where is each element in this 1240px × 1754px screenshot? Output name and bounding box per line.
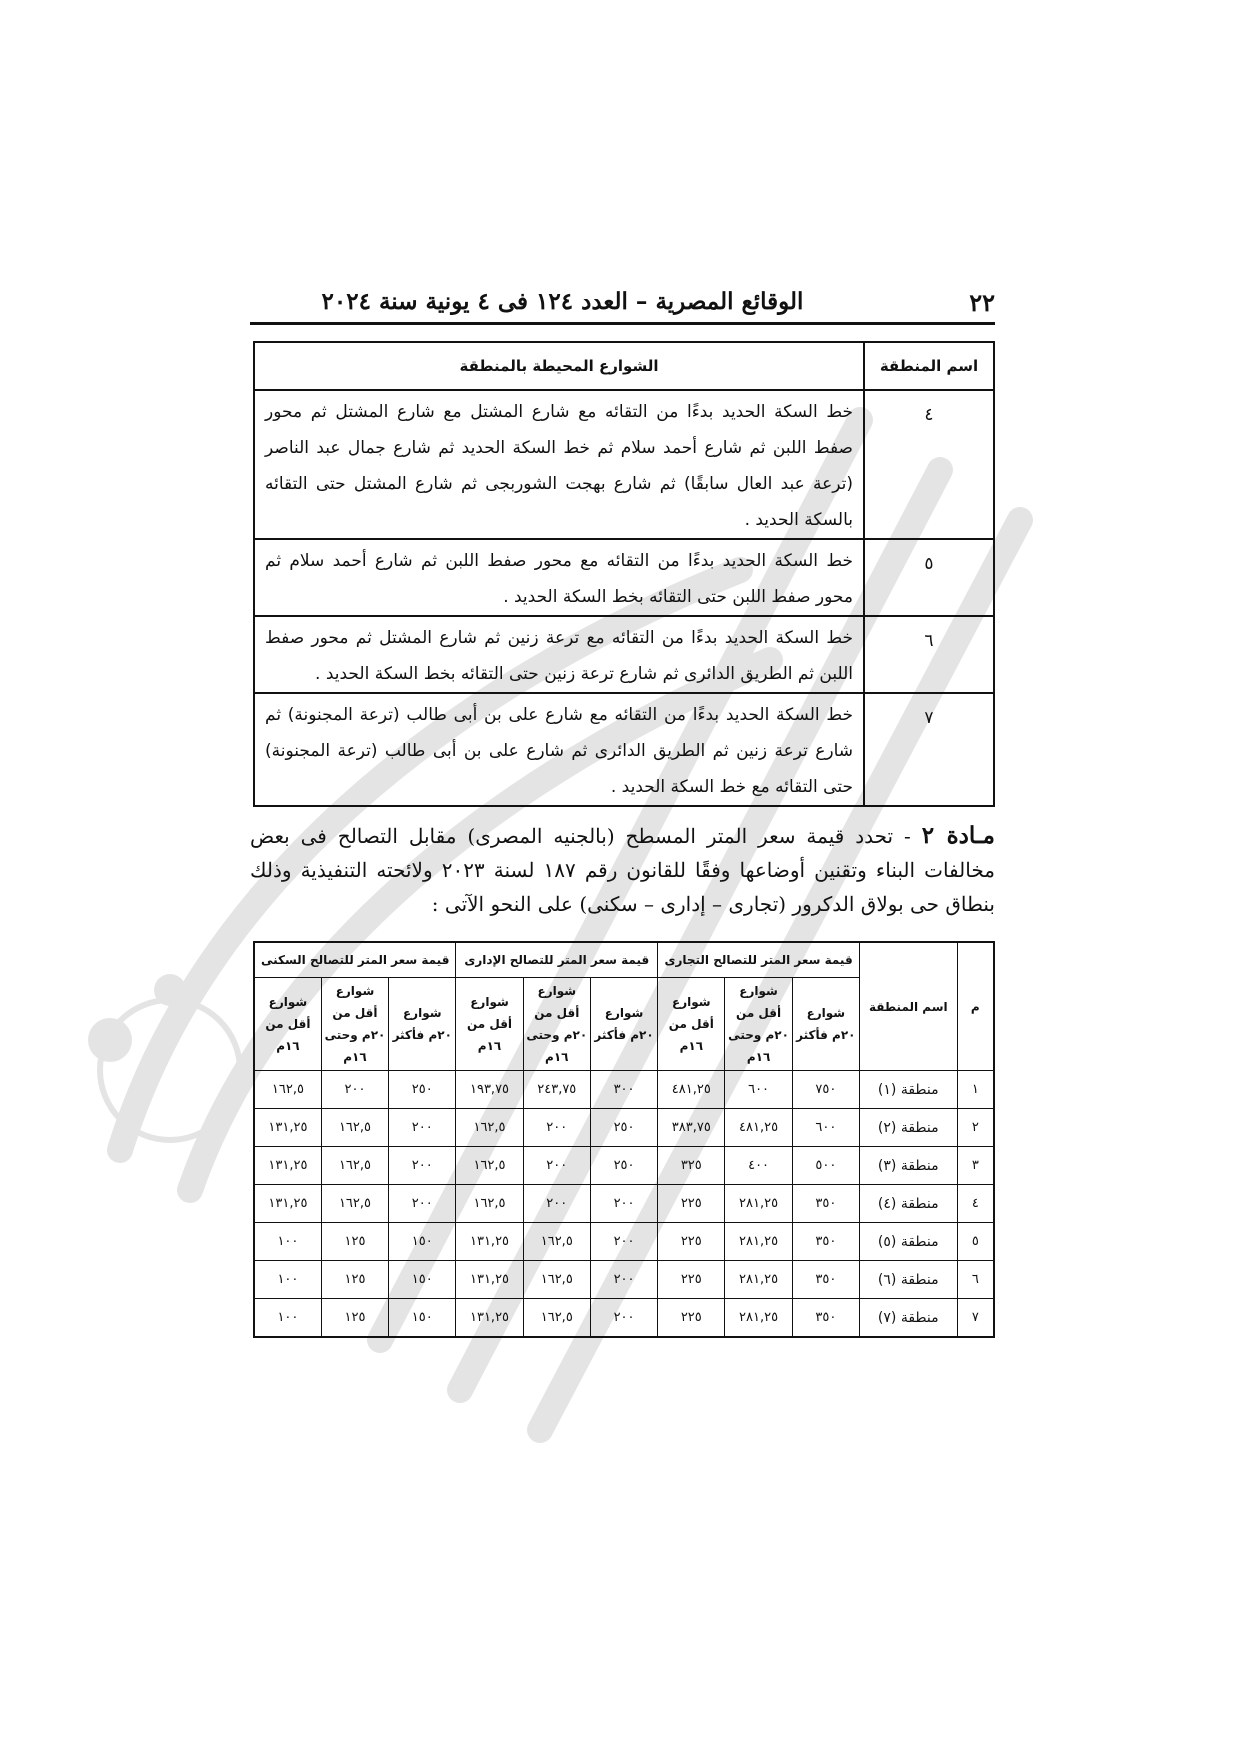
streets-row	[254, 616, 994, 693]
price-residential-wide: ٢٥٠	[389, 1071, 456, 1109]
zone-streets-description: خط السكة الحديد بدءًا من التقائه مع شارع على بن أبى طالب (ترعة المجنونة) ثم شارع ترعة زنين ثم الطريق الدائرى ثم شارع على بن أبى طالب (ترعة المجنونة) حتى التقائه مع خط السكة الحديد .	[254, 693, 864, 806]
row-zone-name: منطقة (٥)	[859, 1223, 957, 1261]
price-commercial-mid: ٤٠٠	[725, 1147, 792, 1185]
zone-number: ٥	[864, 539, 994, 616]
price-administrative-mid: ١٦٢,٥	[523, 1261, 590, 1299]
price-commercial-mid: ٢٨١,٢٥	[725, 1299, 792, 1338]
row-index: ٤	[957, 1185, 994, 1223]
price-residential-wide: ١٥٠	[389, 1299, 456, 1338]
sub-administrative-wide: شوارع ٢٠م فأكثر	[590, 978, 657, 1071]
price-administrative-wide: ٢٥٠	[590, 1109, 657, 1147]
price-residential-mid: ١٦٢,٥	[321, 1147, 388, 1185]
price-commercial-wide: ٣٥٠	[792, 1261, 859, 1299]
price-administrative-mid: ٢٠٠	[523, 1109, 590, 1147]
price-residential-narrow: ١٣١,٢٥	[254, 1109, 321, 1147]
row-zone-name: منطقة (٦)	[859, 1261, 957, 1299]
prices-row	[254, 1071, 994, 1109]
price-residential-wide: ١٥٠	[389, 1223, 456, 1261]
price-administrative-narrow: ١٩٣,٧٥	[456, 1071, 523, 1109]
price-administrative-mid: ٢٠٠	[523, 1185, 590, 1223]
zone-streets-description: خط السكة الحديد بدءًا من التقائه مع محور صفط اللبن ثم شارع أحمد سلام ثم محور صفط اللبن حتى التقائه بخط السكة الحديد .	[254, 539, 864, 616]
price-commercial-narrow: ٤٨١,٢٥	[658, 1071, 725, 1109]
sub-commercial-mid: شوارع أقل من ٢٠م وحتى ١٦م	[725, 978, 792, 1071]
page-header	[250, 270, 995, 325]
zone-streets-description: خط السكة الحديد بدءًا من التقائه مع ترعة زنين ثم شارع المشتل ثم محور صفط اللبن ثم الطريق الدائرى ثم شارع ترعة زنين حتى التقائه بخط السكة الحديد .	[254, 616, 864, 693]
price-commercial-narrow: ٣٨٣,٧٥	[658, 1109, 725, 1147]
price-administrative-narrow: ١٦٢,٥	[456, 1147, 523, 1185]
price-commercial-narrow: ٢٢٥	[658, 1223, 725, 1261]
price-administrative-mid: ١٦٢,٥	[523, 1223, 590, 1261]
row-index: ٦	[957, 1261, 994, 1299]
prices-row	[254, 1223, 994, 1261]
price-administrative-wide: ٢٥٠	[590, 1147, 657, 1185]
zone-streets-description: خط السكة الحديد بدءًا من التقائه مع شارع المشتل مع شارع المشتل ثم محور صفط اللبن ثم شارع أحمد سلام ثم خط السكة الحديد ثم شارع جمال عبد الناصر (ترعة عبد العال سابقًا) ثم شارع بهجت الشوربجى ثم شارع المشتل حتى التقائه بالسكة الحديد .	[254, 390, 864, 539]
article-label: مـادة ٢	[921, 822, 995, 849]
price-residential-mid: ١٢٥	[321, 1261, 388, 1299]
price-commercial-wide: ٦٠٠	[792, 1109, 859, 1147]
sub-residential-narrow: شوارع أقل من ١٦م	[254, 978, 321, 1071]
header-title: الوقائع المصرية – العدد ١٢٤ فى ٤ يونية سنة ٢٠٢٤	[321, 288, 804, 315]
price-commercial-mid: ٦٠٠	[725, 1071, 792, 1109]
price-administrative-mid: ١٦٢,٥	[523, 1299, 590, 1338]
price-commercial-wide: ٧٥٠	[792, 1071, 859, 1109]
page-number: ٢٢	[969, 288, 995, 317]
zone-number: ٧	[864, 693, 994, 806]
row-zone-name: منطقة (٤)	[859, 1185, 957, 1223]
price-commercial-mid: ٢٨١,٢٥	[725, 1185, 792, 1223]
sub-commercial-wide: شوارع ٢٠م فأكثر	[792, 978, 859, 1071]
streets-row	[254, 693, 994, 806]
price-administrative-narrow: ١٣١,٢٥	[456, 1299, 523, 1338]
price-commercial-narrow: ٢٢٥	[658, 1261, 725, 1299]
row-index: ١	[957, 1071, 994, 1109]
price-administrative-wide: ٢٠٠	[590, 1223, 657, 1261]
row-index: ٣	[957, 1147, 994, 1185]
price-residential-mid: ١٦٢,٥	[321, 1109, 388, 1147]
gazette-page	[250, 270, 995, 1338]
row-index: ٧	[957, 1299, 994, 1338]
price-residential-mid: ١٢٥	[321, 1223, 388, 1261]
row-zone-name: منطقة (٧)	[859, 1299, 957, 1338]
price-commercial-wide: ٣٥٠	[792, 1223, 859, 1261]
price-residential-wide: ٢٠٠	[389, 1109, 456, 1147]
prices-row	[254, 1147, 994, 1185]
prices-row	[254, 1185, 994, 1223]
sub-administrative-mid: شوارع أقل من ٢٠م وحتى ١٦م	[523, 978, 590, 1071]
sub-residential-mid: شوارع أقل من ٢٠م وحتى ١٦م	[321, 978, 388, 1071]
price-residential-wide: ٢٠٠	[389, 1185, 456, 1223]
price-residential-narrow: ١٠٠	[254, 1223, 321, 1261]
col-zone: اسم المنطقة	[859, 942, 957, 1071]
price-administrative-narrow: ١٦٢,٥	[456, 1185, 523, 1223]
prices-row	[254, 1299, 994, 1338]
streets-row	[254, 539, 994, 616]
price-residential-narrow: ١٠٠	[254, 1261, 321, 1299]
price-administrative-narrow: ١٣١,٢٥	[456, 1261, 523, 1299]
price-residential-mid: ١٢٥	[321, 1299, 388, 1338]
group-commercial: قيمة سعر المتر للتصالح التجارى	[658, 942, 860, 978]
row-zone-name: منطقة (١)	[859, 1071, 957, 1109]
price-commercial-narrow: ٢٢٥	[658, 1185, 725, 1223]
prices-row	[254, 1109, 994, 1147]
prices-table	[253, 941, 995, 1338]
price-commercial-mid: ٢٨١,٢٥	[725, 1261, 792, 1299]
row-index: ٥	[957, 1223, 994, 1261]
price-residential-narrow: ١٣١,٢٥	[254, 1185, 321, 1223]
price-administrative-wide: ٢٠٠	[590, 1299, 657, 1338]
article-text: - تحدد قيمة سعر المتر المسطح (بالجنيه المصرى) مقابل التصالح فى بعض مخالفات البناء وتقنين أوضاعها وفقًا للقانون رقم ١٨٧ لسنة ٢٠٢٣ ولائحته التنفيذية وذلك بنطاق حى بولاق الدكرور (تجارى – إدارى – سكنى) على النحو الآتى :	[250, 824, 995, 916]
price-residential-narrow: ١٠٠	[254, 1299, 321, 1338]
price-residential-mid: ٢٠٠	[321, 1071, 388, 1109]
col-zone-name: اسم المنطقة	[864, 342, 994, 390]
zone-number: ٤	[864, 390, 994, 539]
row-index: ٢	[957, 1109, 994, 1147]
prices-table-body	[254, 1071, 994, 1338]
price-administrative-wide: ٢٠٠	[590, 1261, 657, 1299]
streets-table-header	[254, 342, 994, 390]
price-administrative-narrow: ١٦٢,٥	[456, 1109, 523, 1147]
prices-group-header	[254, 942, 994, 978]
row-zone-name: منطقة (٣)	[859, 1147, 957, 1185]
sub-residential-wide: شوارع ٢٠م فأكثر	[389, 978, 456, 1071]
sub-commercial-narrow: شوارع أقل من ١٦م	[658, 978, 725, 1071]
group-residential: قيمة سعر المتر للتصالح السكنى	[254, 942, 456, 978]
watermark-dot-2	[154, 974, 186, 1006]
prices-row	[254, 1261, 994, 1299]
row-zone-name: منطقة (٢)	[859, 1109, 957, 1147]
article-2	[250, 819, 995, 921]
price-commercial-wide: ٣٥٠	[792, 1299, 859, 1338]
streets-table	[253, 341, 995, 807]
price-residential-narrow: ١٦٢,٥	[254, 1071, 321, 1109]
zone-number: ٦	[864, 616, 994, 693]
streets-table-body	[254, 390, 994, 806]
watermark-seal	[100, 1000, 240, 1140]
price-commercial-wide: ٥٠٠	[792, 1147, 859, 1185]
price-commercial-wide: ٣٥٠	[792, 1185, 859, 1223]
price-commercial-narrow: ٣٢٥	[658, 1147, 725, 1185]
price-residential-wide: ٢٠٠	[389, 1147, 456, 1185]
streets-row	[254, 390, 994, 539]
price-residential-narrow: ١٣١,٢٥	[254, 1147, 321, 1185]
price-administrative-mid: ٢٠٠	[523, 1147, 590, 1185]
price-commercial-mid: ٢٨١,٢٥	[725, 1223, 792, 1261]
watermark-dot-1	[88, 1018, 132, 1062]
price-administrative-wide: ٢٠٠	[590, 1185, 657, 1223]
price-residential-wide: ١٥٠	[389, 1261, 456, 1299]
col-streets: الشوارع المحيطة بالمنطقة	[254, 342, 864, 390]
price-administrative-narrow: ١٣١,٢٥	[456, 1223, 523, 1261]
price-administrative-wide: ٣٠٠	[590, 1071, 657, 1109]
price-administrative-mid: ٢٤٣,٧٥	[523, 1071, 590, 1109]
price-commercial-narrow: ٢٢٥	[658, 1299, 725, 1338]
price-residential-mid: ١٦٢,٥	[321, 1185, 388, 1223]
col-index: م	[957, 942, 994, 1071]
price-commercial-mid: ٤٨١,٢٥	[725, 1109, 792, 1147]
sub-administrative-narrow: شوارع أقل من ١٦م	[456, 978, 523, 1071]
group-administrative: قيمة سعر المتر للتصالح الإدارى	[456, 942, 658, 978]
